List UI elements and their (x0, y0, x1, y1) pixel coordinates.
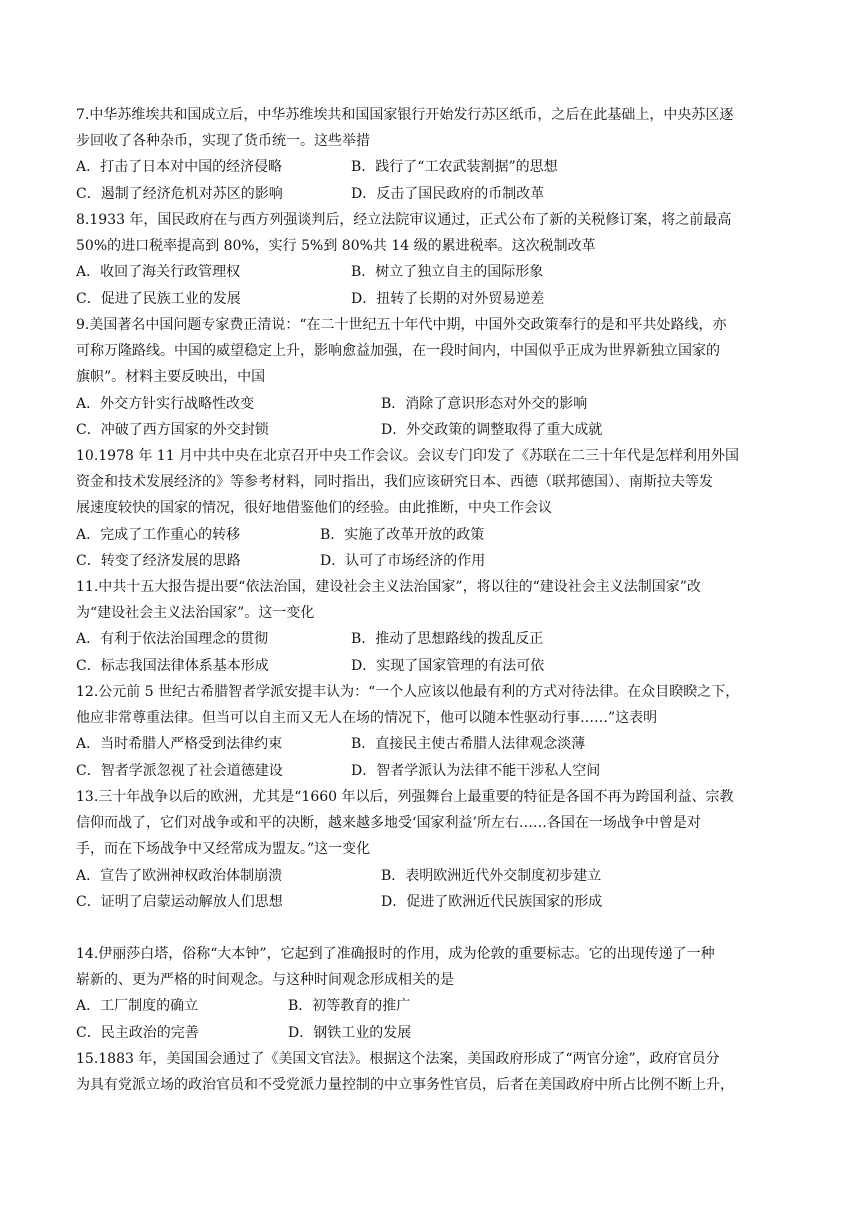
question-stem-line: 12.公元前 5 世纪古希腊智者学派安提丰认为：“一个人应该以他最有利的方式对待法律。在众目睽睽之下， (76, 684, 740, 700)
option-b: B．树立了独立自主的国际形象 (351, 264, 544, 281)
option-a: A．收回了海关行政管理权 (76, 264, 241, 281)
question-9 (76, 312, 788, 443)
option-a: A．打击了日本对中国的经济侵略 (76, 159, 283, 176)
question-stem-line: 展速度较快的国家的情况，很好地借鉴他们的经验。由此推断，中央工作会议 (76, 500, 552, 517)
question-stem-line: 11.中共十五大报告提出要“依法治国，建设社会主义法治国家”，将以往的“建设社会主义法制国家”改 (76, 579, 701, 595)
option-c: C．标志我国法律体系基本形成 (76, 657, 269, 674)
question-stem-line: 8.1933 年，国民政府在与西方列强谈判后，经立法院审议通过，正式公布了新的关税修订案，将之前最高 (76, 212, 732, 228)
option-b: B．表明欧洲近代外交制度初步建立 (381, 867, 602, 884)
option-d: D．促进了欧洲近代民族国家的形成 (381, 893, 603, 910)
option-c: C．冲破了西方国家的外交封锁 (76, 421, 269, 438)
question-14 (76, 941, 788, 1046)
question-stem-line: 为具有党派立场的政治官员和不受党派力量控制的中立事务性官员，后者在美国政府中所占比例不断上升， (76, 1077, 734, 1094)
option-c: C．促进了民族工业的发展 (76, 290, 241, 307)
option-c: C．民主政治的完善 (76, 1024, 199, 1041)
question-stem-line: 7.中华苏维埃共和国成立后，中华苏维埃共和国国家银行开始发行苏区纸币，之后在此基础上，中央苏区逐 (76, 107, 734, 123)
options-row (76, 548, 788, 574)
option-a: A．宣告了欧洲神权政治体制崩溃 (76, 867, 283, 884)
question-stem-line: 10.1978 年 11 月中共中央在北京召开中央工作会议。会议专门印发了《苏联在二三十年代是怎样利用外国 (76, 448, 740, 464)
question-13 (76, 784, 788, 915)
option-a: A．当时希腊人严格受到法律约束 (76, 736, 283, 753)
question-10 (76, 443, 788, 574)
question-stem-line: 步回收了各种杂币，实现了货币统一。这些举措 (76, 133, 370, 150)
option-c: C．转变了经济发展的思路 (76, 552, 241, 569)
options-row (76, 522, 788, 548)
option-c: C．证明了启蒙运动解放人们思想 (76, 893, 283, 910)
options-row (76, 259, 788, 285)
options-row (76, 391, 788, 417)
question-stem-line: 资金和技术发展经济的》等参考材料，同时指出，我们应该研究日本、西德（联邦德国）、南斯拉夫等发 (76, 474, 713, 491)
question-stem-line: 手，而在下场战争中又经常成为盟友。”这一变化 (76, 841, 371, 858)
option-c: C．遏制了经济危机对苏区的影响 (76, 185, 283, 202)
option-b: B．推动了思想路线的拨乱反正 (351, 631, 544, 648)
option-d: D．外交政策的调整取得了重大成就 (381, 421, 603, 438)
options-row (76, 181, 788, 207)
option-a: A．完成了工作重心的转移 (76, 526, 241, 543)
options-row (76, 626, 788, 652)
question-stem-line: 50%的进口税率提高到 80%，实行 5%到 80%共 14 级的累进税率。这次税制改革 (76, 238, 596, 255)
question-stem-line: 15.1883 年，美国国会通过了《美国文官法》。根据这个法案，美国政府形成了“两官分途”，政府官员分 (76, 1051, 720, 1067)
option-d: D．钢铁工业的发展 (288, 1024, 412, 1041)
option-d: D．实现了国家管理的有法可依 (351, 657, 545, 674)
option-d: D．反击了国民政府的币制改革 (351, 185, 545, 202)
option-b: B．实施了改革开放的政策 (320, 526, 485, 543)
options-row (76, 863, 788, 889)
question-stem-line: 14.伊丽莎白塔，俗称“大本钟”，它起到了准确报时的作用，成为伦敦的重要标志。它的出现传递了一种 (76, 946, 715, 962)
question-stem-line: 他应非常尊重法律。但当可以自主而又无人在场的情况下，他可以随本性驱动行事……”这表明 (76, 710, 658, 727)
options-row (76, 731, 788, 757)
option-d: D．智者学派认为法律不能干涉私人空间 (351, 762, 601, 779)
options-row (76, 758, 788, 784)
option-d: D．认可了市场经济的作用 (320, 552, 486, 569)
options-row (76, 993, 788, 1019)
question-15 (76, 1046, 788, 1098)
question-stem-line: 旗帜”。材料主要反映出，中国 (76, 369, 266, 386)
option-a: A．工厂制度的确立 (76, 998, 199, 1015)
options-row (76, 1020, 788, 1046)
option-b: B．直接民主使古希腊人法律观念淡薄 (351, 736, 586, 753)
options-row (76, 889, 788, 915)
question-12 (76, 679, 788, 784)
question-7 (76, 102, 788, 207)
option-a: A．外交方针实行战略性改变 (76, 395, 255, 412)
option-a: A．有利于依法治国理念的贯彻 (76, 631, 269, 648)
question-stem-line: 崭新的、更为严格的时间观念。与这种时间观念形成相关的是 (76, 972, 454, 989)
options-row (76, 417, 788, 443)
question-11 (76, 574, 788, 679)
options-row (76, 286, 788, 312)
question-stem-line: 9.美国著名中国问题专家费正清说：“在二十世纪五十年代中期，中国外交政策奉行的是和平共处路线，亦 (76, 317, 727, 333)
options-row (76, 653, 788, 679)
option-b: B．践行了“工农武装割据”的思想 (351, 159, 558, 176)
question-stem-line: 为“建设社会主义法治国家”。这一变化 (76, 605, 315, 622)
option-d: D．扭转了长期的对外贸易逆差 (351, 290, 545, 307)
options-row (76, 154, 788, 180)
option-c: C．智者学派忽视了社会道德建设 (76, 762, 283, 779)
option-b: B．消除了意识形态对外交的影响 (381, 395, 588, 412)
question-stem-line: 信仰而战了，它们对战争或和平的决断，越来越多地受‘国家利益’所左右……各国在一场战争中曾是对 (76, 815, 701, 832)
question-8 (76, 207, 788, 312)
question-stem-line: 13.三十年战争以后的欧洲，尤其是“1660 年以后，列强舞台上最重要的特征是各国不再为跨国利益、宗教 (76, 789, 734, 805)
option-b: B．初等教育的推广 (288, 998, 411, 1015)
question-stem-line: 可称万隆路线。中国的威望稳定上升，影响愈益加强，在一段时间内，中国似乎正成为世界新独立国家的 (76, 343, 720, 360)
